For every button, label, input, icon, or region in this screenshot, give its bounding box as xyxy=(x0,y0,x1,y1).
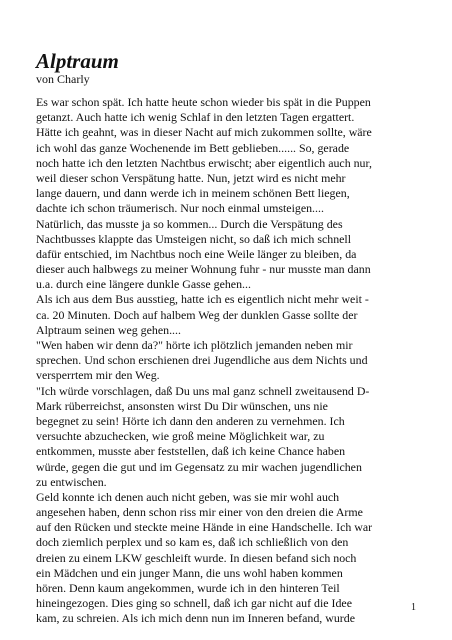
text-line: dafür entschied, im Nachtbus noch eine Weile länger zu bleiben, da xyxy=(36,246,357,261)
text-line: kam, zu schreien. Als ich mich denn nun im Inneren befand, wurde xyxy=(36,611,355,626)
story-title: Alptraum xyxy=(36,49,119,73)
text-line: Als ich aus dem Bus ausstieg, hatte ich es eigentlich nicht mehr weit - xyxy=(36,292,369,307)
text-line: Geld konnte ich denen auch nicht geben, was sie mir wohl auch xyxy=(36,489,340,504)
text-line: würde, gegen die gut und im Gegensatz zu mir wachen jugendlichen xyxy=(36,459,362,474)
text-line: u.a. durch eine längere dunkle Gasse gehen... xyxy=(36,277,251,292)
text-line: entkommen, musste aber feststellen, daß ich keine Chance haben xyxy=(36,444,346,459)
text-line: sprechen. Und schon erschienen drei Jugendliche aus dem Nichts und xyxy=(36,353,368,368)
text-line: dieser auch halbwegs zu meiner Wohnung fuhr - nur musste man dann xyxy=(36,262,371,277)
text-line: noch hatte ich den letzten Nachtbus erwischt; aber eigentlich auch nur, xyxy=(36,155,372,170)
text-line: ca. 20 Minuten. Doch auf halbem Weg der dunklen Gasse sollte der xyxy=(36,307,358,322)
text-line: "Wen haben wir denn da?" hörte ich plötzlich jemanden neben mir xyxy=(36,338,353,352)
text-line: ich wohl das ganze Wochenende im Bett geblieben...... So, gerade xyxy=(36,140,350,155)
text-line: "Ich würde vorschlagen, daß Du uns mal ganz schnell zweitausend D- xyxy=(36,383,370,398)
text-line: doch ziemlich perplex und so kam es, daß ich schließlich von den xyxy=(36,535,349,550)
text-line: dachte ich schon träumerisch. Nur noch einmal umsteigen.... xyxy=(36,201,324,216)
text-line: ein Mädchen und ein junger Mann, die uns wohl haben kommen xyxy=(36,565,343,580)
text-line: Alptraum seinen weg gehen.... xyxy=(36,322,181,337)
text-line: Mark rüberreichst, ansonsten wirst Du Dir wünschen, uns nie xyxy=(36,398,328,413)
text-line: zu entwischen. xyxy=(36,474,107,489)
text-line: angesehen haben, denn schon riss mir einer von den dreien die Arme xyxy=(36,505,363,520)
author-byline: von Charly xyxy=(36,72,90,86)
text-line: auf den Rücken und steckte meine Hände in eine Handschelle. Ich war xyxy=(36,520,373,535)
text-line: dreien zu einem LKW geschleift wurde. In diesen befand sich noch xyxy=(36,550,357,565)
text-line: begegnet zu sein! Hörte ich dann den anderen zu vernehmen. Ich xyxy=(36,413,345,428)
text-line: getanzt. Auch hatte ich wenig Schlaf in den letzten Tagen ergattert. xyxy=(36,110,355,125)
text-line: Hätte ich geahnt, was in dieser Nacht auf mich zukommen sollte, wäre xyxy=(36,125,372,140)
text-line: versuchte abzuchecken, wie groß meine Möglichkeit war, zu xyxy=(36,429,325,444)
text-line: hineingezogen. Dies ging so schnell, daß ich gar nicht auf die Idee xyxy=(36,596,352,611)
text-line: weil dieser schon Verspätung hatte. Nun, jetzt wird es nicht mehr xyxy=(36,170,346,185)
text-line: lange dauern, und dann werde ich in meinem schönen Bett liegen, xyxy=(36,186,350,201)
text-line: Nachtbusses klappte das Umsteigen nicht, so daß ich mich schnell xyxy=(36,231,352,246)
page-number: 1 xyxy=(411,602,416,613)
story-body xyxy=(36,95,416,627)
text-line: Natürlich, das musste ja so kommen... Durch die Verspätung des xyxy=(36,216,343,231)
text-line: hören. Denn kaum angekommen, wurde ich in den hinteren Teil xyxy=(36,581,340,595)
text-line: Es war schon spät. Ich hatte heute schon wieder bis spät in die Puppen xyxy=(36,95,371,109)
text-line: versperrtem mir den Weg. xyxy=(36,368,160,383)
